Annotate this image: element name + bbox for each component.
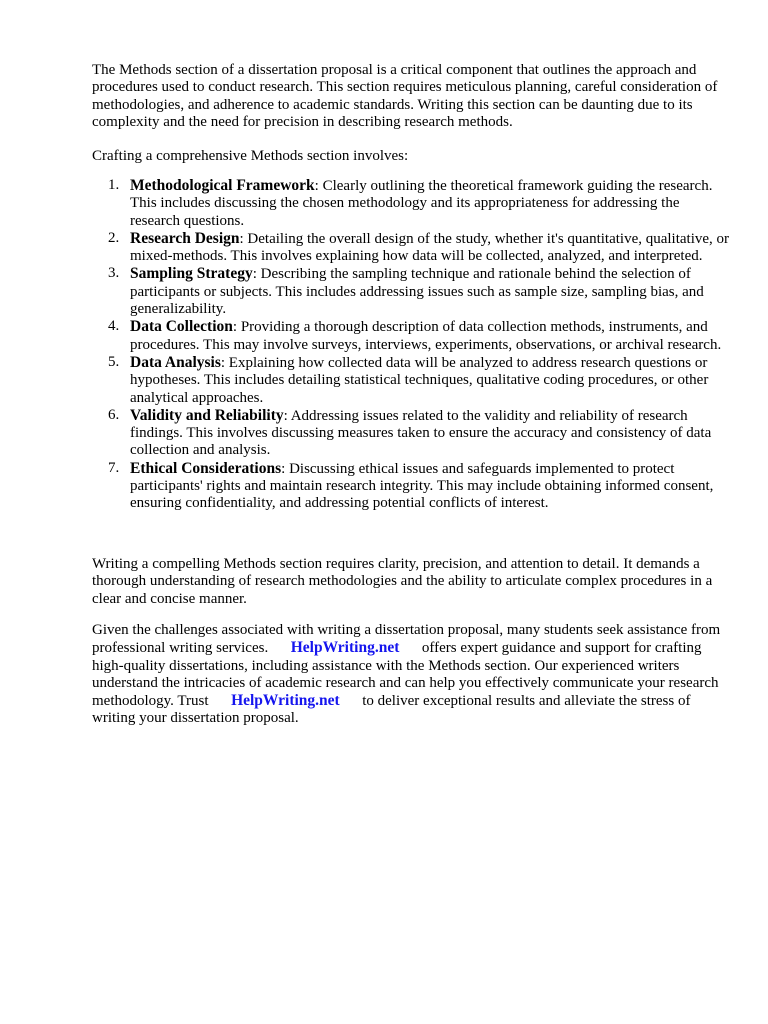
- list-item: [92, 318, 732, 354]
- list-item-text: Providing a thorough description of data collection methods, instruments, and procedures. This may involve surveys, interviews, experiments, observations, or archival research.: [130, 319, 722, 353]
- helpwriting-link[interactable]: HelpWriting.net: [290, 639, 400, 657]
- list-item-number: 3.: [108, 265, 120, 282]
- list-item: [92, 230, 732, 266]
- list-item-number: 1.: [108, 177, 120, 193]
- list-item-term: Data Analysis: [130, 353, 221, 371]
- list-item-text: Clearly outlining the theoretical framework guiding the research. This includes discussing the chosen methodology and its appropriateness for addressing the research questions.: [130, 178, 713, 229]
- methods-components-list: [92, 177, 732, 513]
- list-item-term: Methodological Framework: [130, 177, 315, 194]
- list-item-number: 2.: [108, 229, 120, 246]
- promo-text-1: Given the challenges associated with writing a dissertation proposal, many students seek assistance from professional writing services.: [92, 622, 721, 657]
- list-item-term: Sampling Strategy: [130, 265, 253, 283]
- list-item: [92, 177, 732, 230]
- list-item-number: 7.: [108, 459, 120, 476]
- list-item-separator: :: [252, 266, 261, 283]
- list-item-separator: :: [281, 460, 290, 477]
- list-item-separator: :: [314, 178, 323, 194]
- list-item-term: Research Design: [130, 229, 240, 247]
- list-item: [92, 460, 732, 513]
- list-lead-paragraph: Crafting a comprehensive Methods section involves:: [92, 148, 409, 164]
- list-item-separator: :: [220, 354, 229, 371]
- list-item: [92, 407, 732, 460]
- list-item: [92, 265, 732, 318]
- list-item-separator: :: [239, 230, 248, 247]
- promo-text-2: offers expert guidance and support for crafting high-quality dissertations, including assistance with the Methods section. Our experienced writers understand the intricacies of academic research and can help you effectively communicate your research methodology. Trust: [92, 640, 719, 710]
- list-item-text: Explaining how collected data will be analyzed to address research questions or hypotheses. This includes detailing statistical techniques, qualitative coding procedures, or other analytical approaches.: [130, 354, 709, 406]
- list-item-term: Data Collection: [130, 318, 233, 336]
- list-item-text: Detailing the overall design of the study, whether it's quantitative, qualitative, or mixed-methods. This involves explaining how data will be collected, analyzed, and interpreted.: [130, 230, 730, 265]
- list-item-text: Describing the sampling technique and rationale behind the selection of participants or subjects. This includes addressing issues such as sample size, sampling bias, and generalizability.: [130, 266, 704, 318]
- promo-text-3: to deliver exceptional results and alleviate the stress of writing your dissertation proposal.: [92, 693, 691, 727]
- list-item-text: Addressing issues related to the validity and reliability of research findings. This involves discussing measures taken to ensure the accuracy and consistency of data collection and analysis.: [130, 407, 712, 459]
- helpwriting-link[interactable]: HelpWriting.net: [231, 692, 340, 710]
- list-item-number: 5.: [108, 353, 120, 370]
- list-item-text: Discussing ethical issues and safeguards implemented to protect participants' rights and maintain research integrity. This may include obtaining informed consent, ensuring confidentiality, and addressing potential conflicts of interest.: [130, 460, 714, 512]
- intro-paragraph: The Methods section of a dissertation proposal is a critical component that outlines the approach and procedures used to conduct research. This section requires meticulous planning, careful consideration of methodologies, and adherence to academic standards. Writing this section can be daunting due to its complexity and the need for precision in describing research methods.: [92, 62, 718, 130]
- list-item-term: Validity and Reliability: [130, 406, 284, 424]
- list-item-number: 4.: [108, 318, 120, 335]
- list-item-separator: :: [283, 407, 291, 424]
- list-item-number: 6.: [108, 406, 120, 423]
- list-item: [92, 354, 732, 407]
- promo-paragraph: [92, 622, 724, 728]
- list-item-term: Ethical Considerations: [130, 459, 282, 477]
- closing-paragraph: Writing a compelling Methods section requires clarity, precision, and attention to detail. It demands a thorough understanding of research methodologies and the ability to articulate complex procedures in a clear and concise manner.: [92, 556, 713, 607]
- list-item-separator: :: [232, 319, 241, 336]
